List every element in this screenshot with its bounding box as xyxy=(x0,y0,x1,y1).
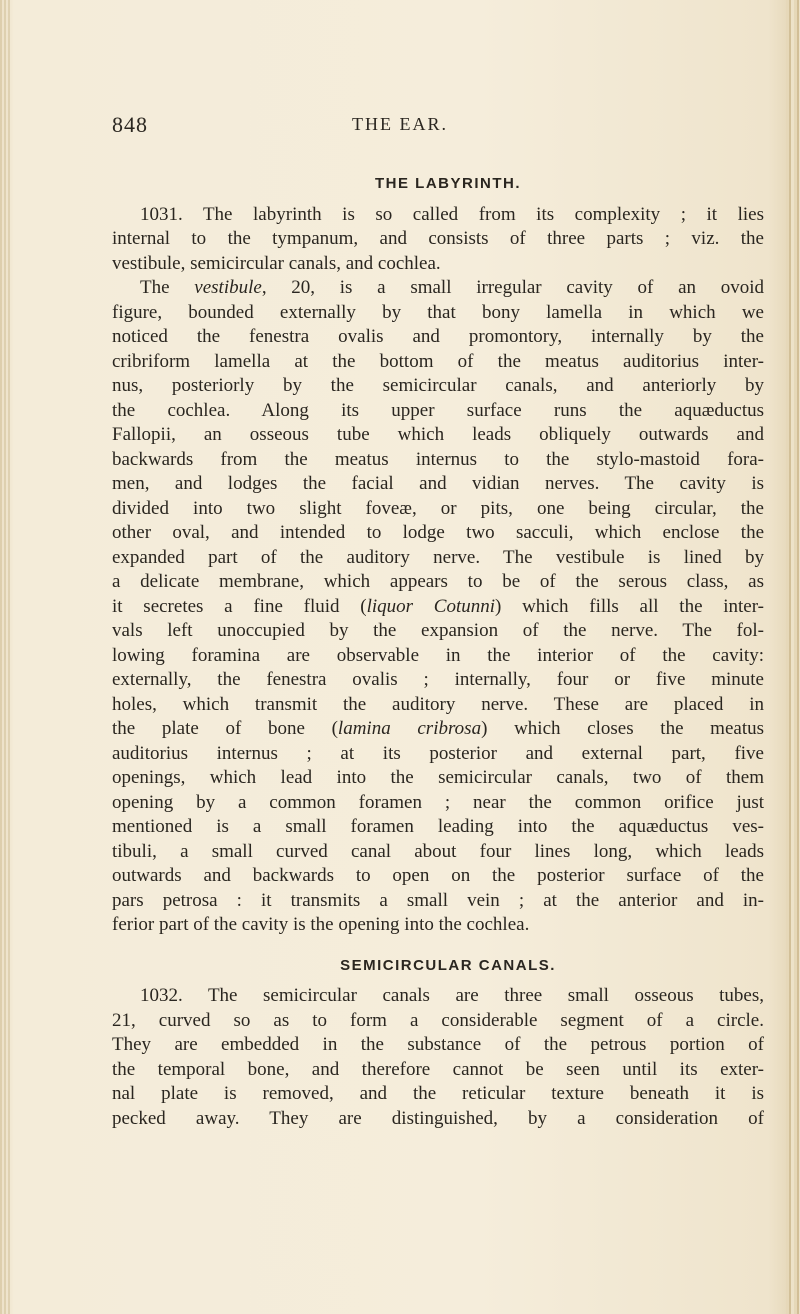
text-line: the temporal bone, and therefore cannot be seen until its exter- xyxy=(112,1058,764,1080)
text-line: divided into two slight foveæ, or pits, one being circular, the xyxy=(112,497,764,519)
text-line: opening by a common foramen ; near the common orifice just xyxy=(112,791,764,813)
italic-term: vestibule xyxy=(194,277,262,298)
text-line: pecked away. They are distinguished, by a consideration of xyxy=(112,1107,764,1129)
text-line: nus, posteriorly by the semicircular canals, and anteriorly by xyxy=(112,375,764,396)
section-heading-labyrinth: THE LABYRINTH. xyxy=(375,175,521,192)
text-line: openings, which lead into the semicircular canals, two of them xyxy=(112,767,764,788)
paragraph-1031 xyxy=(112,203,764,277)
section-spacer xyxy=(112,938,764,954)
text-line: vals left unoccupied by the expansion of the nerve. The fol- xyxy=(112,620,764,641)
text-line: ferior part of the cavity is the opening into the cochlea. xyxy=(112,914,530,935)
page-number: 848 xyxy=(112,112,148,137)
text-line: nal plate is removed, and the reticular texture beneath it is xyxy=(112,1083,764,1104)
text-line: backwards from the meatus internus to the stylo-mastoid fora- xyxy=(112,448,764,470)
text-line: 1031. The labyrinth is so called from its complexity ; it lies xyxy=(140,203,764,225)
text-line: pars petrosa : it transmits a small vein ; at the anterior and in- xyxy=(112,889,764,911)
italic-term: liquor Cotunni xyxy=(366,595,496,617)
page-edge-right xyxy=(786,0,800,1314)
text-line: other oval, and intended to lodge two sacculi, which enclose the xyxy=(112,522,764,543)
text-line: externally, the fenestra ovalis ; internally, four or five minute xyxy=(112,669,764,690)
text-line: 1032. The semicircular canals are three small osseous tubes, xyxy=(140,985,764,1006)
text-line: They are embedded in the substance of the petrous portion of xyxy=(112,1034,764,1055)
text-line: auditorius internus ; at its posterior and external part, five xyxy=(112,742,764,764)
text-line: vestibule, semicircular canals, and cochlea. xyxy=(112,252,441,274)
page-header xyxy=(0,112,800,142)
text-line: holes, which transmit the auditory nerve. These are placed in xyxy=(112,693,764,715)
page-edge-left xyxy=(0,0,10,1314)
paragraph-1032 xyxy=(112,984,764,1131)
text-line: outwards and backwards to open on the posterior surface of the xyxy=(112,865,764,886)
text-line: mentioned is a small foramen leading into the aquæductus ves- xyxy=(112,816,764,837)
text-line: the cochlea. Along its upper surface runs the aquæductus xyxy=(112,399,764,421)
text-line: expanded part of the auditory nerve. The vestibule is lined by xyxy=(112,546,764,568)
text-line: 21, curved so as to form a considerable segment of a circle. xyxy=(112,1009,764,1031)
text-line: tibuli, a small curved canal about four lines long, which leads xyxy=(112,840,764,862)
paragraph-vestibule xyxy=(112,276,764,938)
text-line: The vestibule, 20, is a small irregular cavity of an ovoid xyxy=(140,277,765,298)
text-line: a delicate membrane, which appears to be of the serous class, as xyxy=(112,571,764,592)
text-line: it secretes a fine fluid (liquor Cotunni) which fills all the inter- xyxy=(112,595,765,617)
text-line: internal to the tympanum, and consists of three parts ; viz. the xyxy=(112,228,764,249)
text-line: lowing foramina are observable in the interior of the cavity: xyxy=(112,644,764,666)
text-line: cribriform lamella at the bottom of the meatus auditorius inter- xyxy=(112,350,764,372)
text-line: figure, bounded externally by that bony lamella in which we xyxy=(112,301,764,323)
text-line: men, and lodges the facial and vidian nerves. The cavity is xyxy=(112,473,764,494)
italic-term: lamina cribrosa xyxy=(337,718,482,739)
text-line: noticed the fenestra ovalis and promontory, internally by the xyxy=(112,326,764,347)
text-line: the plate of bone (lamina cribrosa) which closes the meatus xyxy=(112,718,764,739)
running-head: THE EAR. xyxy=(352,114,448,134)
text-line: Fallopii, an osseous tube which leads obliquely outwards and xyxy=(112,424,764,445)
section-heading-semicircular-canals: SEMICIRCULAR CANALS. xyxy=(340,956,556,974)
page-content xyxy=(112,172,764,1131)
